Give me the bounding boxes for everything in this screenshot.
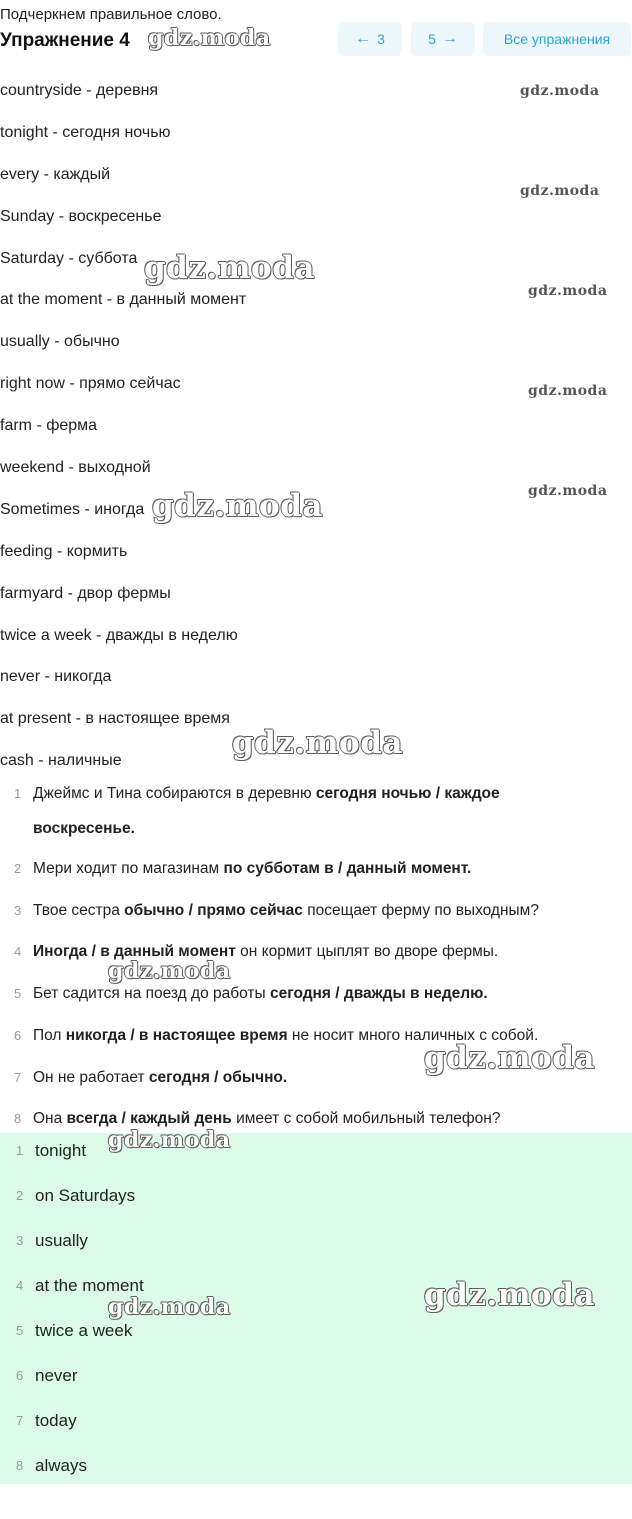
task-text-end: посещает ферму по выходным?: [302, 902, 539, 919]
answers-panel: [0, 1133, 632, 1484]
vocab-item: Sunday - воскресенье: [0, 207, 162, 225]
answer-item: [0, 1178, 632, 1223]
watermark: gdz.moda: [528, 483, 608, 499]
answer-number: 5: [16, 1323, 24, 1338]
watermark: gdz.moda: [108, 958, 231, 984]
task-item: [0, 855, 632, 897]
task-text: Она: [33, 1110, 67, 1127]
vocab-item: feeding - кормить: [0, 542, 128, 560]
task-choice: сегодня ночью / каждое: [315, 785, 500, 802]
task-item: [0, 897, 632, 938]
task-number: 5: [14, 986, 22, 1001]
vocab-item: at the moment - в данный момент: [0, 291, 247, 309]
task-text: Пол: [33, 1027, 66, 1044]
answer-number: 7: [16, 1413, 24, 1428]
task-text-end: .: [282, 1069, 288, 1086]
next-exercise-label: 5: [428, 31, 436, 47]
watermark: gdz.moda: [144, 250, 315, 286]
answer-text: on Saturdays: [35, 1186, 136, 1205]
task-list: [0, 780, 632, 1135]
vocab-item: at present - в настоящее время: [0, 710, 230, 728]
arrow-right-icon: →: [441, 30, 458, 47]
all-exercises-label: Все упражнения: [503, 31, 611, 47]
answer-text: usually: [35, 1231, 88, 1250]
task-number: 7: [14, 1070, 22, 1085]
task-item: [0, 1022, 632, 1064]
vocab-item: twice a week - дважды в неделю: [0, 626, 238, 644]
task-choice: сегодня / обычно: [148, 1069, 283, 1086]
vocab-item: never - никогда: [0, 668, 112, 686]
watermark: gdz.moda: [148, 25, 271, 51]
answer-number: 1: [16, 1143, 24, 1158]
watermark: gdz.moda: [108, 1294, 231, 1320]
task-text-end: .: [130, 820, 135, 837]
answer-number: 2: [16, 1188, 24, 1203]
answer-text: today: [35, 1411, 77, 1430]
prev-exercise-button[interactable]: [338, 22, 402, 56]
answer-item: [0, 1133, 632, 1178]
watermark: gdz.moda: [520, 183, 600, 199]
vocab-item: farmyard - двор фермы: [0, 584, 171, 602]
task-text-end: он кормит цыплят во дворе фермы.: [235, 943, 499, 960]
watermark: gdz.moda: [528, 383, 608, 399]
watermark: gdz.moda: [152, 488, 323, 524]
prev-exercise-label: 3: [377, 31, 385, 47]
vocab-item: weekend - выходной: [0, 459, 151, 477]
arrow-left-icon: ←: [355, 30, 372, 47]
task-item: [0, 1064, 632, 1105]
answer-number: 8: [16, 1458, 24, 1473]
watermark: gdz.moda: [108, 1127, 231, 1153]
exercise-subtitle: Подчеркнем правильное слово.: [0, 6, 222, 23]
vocab-item: usually - обычно: [0, 333, 120, 351]
answer-item: [0, 1403, 632, 1448]
answer-item: [0, 1448, 632, 1493]
task-text: Джеймс и Тина собираются в деревню: [33, 785, 316, 802]
vocab-item: every - каждый: [0, 165, 111, 183]
answer-number: 4: [16, 1278, 24, 1293]
task-item: [0, 980, 632, 1022]
task-number: 1: [14, 786, 22, 801]
answer-item: [0, 1313, 632, 1358]
vocab-item: right now - прямо сейчас: [0, 375, 181, 393]
answer-text: never: [35, 1366, 78, 1385]
task-number: 2: [14, 861, 22, 876]
task-choice: сегодня / дважды в неделю: [269, 985, 484, 1002]
vocab-item: tonight - сегодня ночью: [0, 123, 171, 141]
task-text: Твое сестра: [33, 902, 125, 919]
task-text-end: не носит много наличных с собой.: [287, 1027, 539, 1044]
task-number: 3: [14, 903, 22, 918]
vocab-item: farm - ферма: [0, 417, 98, 435]
task-choice-cont: воскресенье: [33, 820, 131, 837]
task-text-end: .: [483, 985, 488, 1002]
watermark: gdz.moda: [424, 1277, 595, 1313]
next-exercise-button[interactable]: [411, 22, 475, 56]
task-item: [0, 1105, 632, 1135]
watermark: gdz.moda: [520, 83, 600, 99]
task-text-end: имеет с собой мобильный телефон?: [231, 1110, 501, 1127]
exercise-title: Упражнение 4: [0, 30, 130, 51]
task-item: [0, 780, 632, 855]
task-choice: по субботам в / данный момент: [223, 860, 468, 877]
answer-number: 3: [16, 1233, 24, 1248]
vocab-item: cash - наличные: [0, 752, 122, 770]
task-choice: Иногда / в данный момент: [33, 943, 236, 960]
watermark: gdz.moda: [424, 1040, 595, 1076]
watermark: gdz.moda: [232, 725, 403, 761]
all-exercises-button[interactable]: [483, 22, 631, 56]
answer-item: [0, 1268, 632, 1313]
answer-item: [0, 1223, 632, 1268]
answer-number: 6: [16, 1368, 24, 1383]
task-number: 8: [14, 1111, 22, 1126]
task-choice: никогда / в настоящее время: [65, 1027, 288, 1044]
vocab-item: Saturday - суббота: [0, 249, 138, 267]
vocabulary-list: [0, 80, 246, 792]
answer-text: at the moment: [35, 1276, 144, 1295]
answer-text: always: [35, 1456, 87, 1475]
answer-item: [0, 1358, 632, 1403]
task-number: 4: [14, 944, 22, 959]
task-text-end: .: [467, 860, 472, 877]
task-number: 6: [14, 1028, 22, 1043]
vocab-item: Sometimes - иногда: [0, 500, 145, 518]
task-text: Он не работает: [33, 1069, 149, 1086]
task-text: Мери ходит по магазинам: [33, 860, 224, 877]
answer-text: tonight: [35, 1141, 87, 1160]
vocab-item: countryside - деревня: [0, 82, 159, 99]
task-choice: обычно / прямо сейчас: [124, 902, 303, 919]
answer-text: twice a week: [35, 1321, 133, 1340]
task-choice: всегда / каждый день: [66, 1110, 232, 1127]
watermark: gdz.moda: [528, 283, 608, 299]
task-item: [0, 938, 632, 980]
task-text: Бет садится на поезд до работы: [33, 985, 270, 1002]
